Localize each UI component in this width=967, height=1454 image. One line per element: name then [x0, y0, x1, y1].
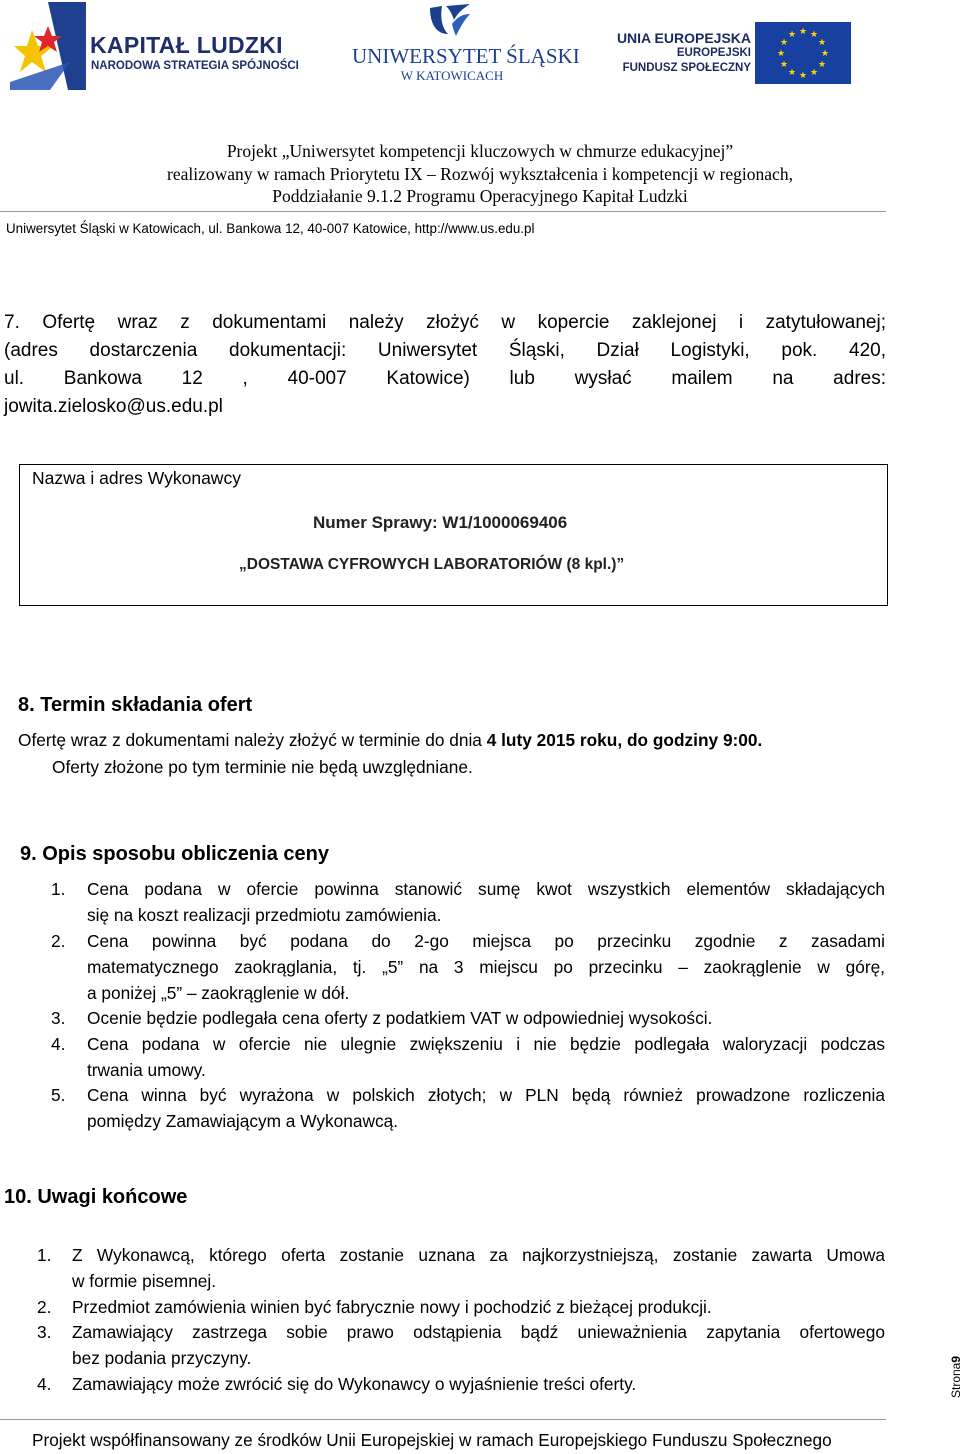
- list-item-text: [87, 928, 885, 1006]
- list-item-line: Cena podana w ofercie nie ulegnie zwiększeniu i nie będzie podlegała waloryzacji podczas: [87, 1033, 885, 1054]
- list-item-line: Cena powinna być podana do 2-go miejsca po przecinku zgodnie z zasadami: [87, 930, 885, 951]
- list-item-line: pomiędzy Zamawiającym a Wykonawcą.: [87, 1111, 399, 1132]
- list-item-text: [87, 1082, 885, 1134]
- list-item-line: a poniżej „5” – zaokrąglenie w dół.: [87, 982, 350, 1003]
- svg-text:★: ★: [820, 49, 830, 59]
- list-item: [37, 1371, 885, 1397]
- ue-line3: FUNDUSZ SPOŁECZNY: [622, 62, 751, 74]
- kapital-ludzki-title: KAPITAŁ LUDZKI: [90, 32, 283, 58]
- list-item: [51, 876, 885, 928]
- ue-logo: [616, 20, 855, 86]
- svg-text:★: ★: [798, 71, 808, 81]
- page-label: Strona: [949, 1362, 963, 1398]
- kapital-ludzki-logo: [6, 2, 306, 92]
- list-item: [37, 1294, 885, 1320]
- list-item: [51, 1005, 885, 1031]
- offer-box: [19, 464, 888, 606]
- section-7-line: 7. Ofertę wraz z dokumentami należy złożyć w kopercie zaklejonej i zatytułowanej;: [4, 312, 886, 333]
- list-item-line: matematycznego zaokrąglania, tj. „5” na 3 miejscu po przecinku – zaokrąglenie w górę,: [87, 956, 885, 977]
- university-address: Uniwersytet Śląski w Katowicach, ul. Bankowa 12, 40-007 Katowice, http://www.us.edu.pl: [6, 221, 535, 236]
- list-item-number: 1.: [37, 1245, 52, 1265]
- list-item-line: Zamawiający może zwrócić się do Wykonawcy o wyjaśnienie treści oferty.: [72, 1374, 637, 1394]
- list-item-line: Zamawiający zastrzega sobie prawo odstąpienia bądź unieważnienia zapytania ofertowego: [72, 1322, 885, 1343]
- page-indicator: [945, 1350, 967, 1400]
- list-item-number: 3.: [51, 1008, 66, 1028]
- list-item-line: trwania umowy.: [87, 1059, 206, 1080]
- list-item-text: [72, 1294, 885, 1320]
- deadline-date: 4 luty 2015 roku, do godziny 9:00.: [486, 730, 763, 750]
- list-item-text: [87, 1031, 885, 1083]
- us-emblem-icon: [424, 2, 474, 42]
- deadline-text: Ofertę wraz z dokumentami należy złożyć w terminie do dnia: [18, 730, 487, 750]
- list-item-number: 5.: [51, 1085, 66, 1106]
- list-item: [37, 1319, 885, 1371]
- list-item-text: [72, 1319, 885, 1371]
- list-item: [51, 1031, 885, 1083]
- offer-subject: „DOSTAWA CYFROWYCH LABORATORIÓW (8 kpl.)”: [239, 556, 625, 573]
- list-item-line: Cena podana w ofercie powinna stanowić sumę kwot wszystkich elementów składających: [87, 879, 885, 899]
- contact-email: jowita.zielosko@us.edu.pl: [4, 396, 223, 417]
- list-item-line: Cena winna być wyrażona w polskich złotych; w PLN będą również prowadzone rozliczenia: [87, 1085, 885, 1106]
- us-subtitle: W KATOWICACH: [400, 68, 504, 83]
- kapital-ludzki-emblem-icon: [10, 2, 86, 90]
- svg-text:★: ★: [817, 60, 827, 70]
- eu-flag-icon: [755, 22, 851, 84]
- project-header-line3: Poddziałanie 9.1.2 Programu Operacyjnego Kapitał Ludzki: [272, 186, 688, 206]
- list-item-number: 3.: [37, 1322, 52, 1343]
- section-8-heading: 8. Termin składania ofert: [18, 694, 253, 716]
- list-item: [51, 1082, 885, 1134]
- list-item-number: 4.: [51, 1033, 66, 1054]
- list-item-number: 2.: [37, 1296, 52, 1317]
- project-header-line2: realizowany w ramach Priorytetu IX – Rozwój wykształcenia i kompetencji w regionach,: [167, 164, 793, 184]
- contractor-label: Nazwa i adres Wykonawcy: [32, 468, 241, 488]
- list-item-number: 4.: [37, 1374, 52, 1394]
- us-title: UNIWERSYTET ŚLĄSKI: [352, 44, 580, 68]
- section-7-paragraph: [4, 309, 886, 421]
- case-number: Numer Sprawy: W1/1000069406: [313, 513, 568, 532]
- list-item-line: bez podania przyczyny.: [72, 1348, 252, 1369]
- uniwersytet-slaski-logo: [352, 0, 580, 90]
- header-divider: [0, 211, 886, 212]
- section-9-heading: 9. Opis sposobu obliczenia ceny: [20, 843, 329, 865]
- svg-text:★: ★: [809, 68, 819, 78]
- page-number: 9: [949, 1355, 963, 1363]
- footer-divider: [0, 1419, 886, 1420]
- ue-line2: EUROPEJSKI: [676, 47, 751, 59]
- svg-text:★: ★: [817, 38, 827, 48]
- list-item-line: się na koszt realizacji przedmiotu zamówienia.: [87, 905, 442, 925]
- footer-text: Projekt współfinansowany ze środków Unii Europejskiej w ramach Europejskiego Funduszu Społecznego: [32, 1430, 832, 1450]
- list-item-number: 1.: [51, 879, 66, 899]
- list-item-text: [72, 1371, 885, 1397]
- svg-text:★: ★: [779, 38, 789, 48]
- list-item-line: Z Wykonawcą, którego oferta zostanie uznana za najkorzystniejszą, zostanie zawarta Umowa: [72, 1245, 885, 1265]
- section-8-line: [18, 727, 888, 754]
- list-item: [51, 928, 885, 1005]
- list-item-number: 2.: [51, 930, 66, 951]
- project-header-line1: Projekt „Uniwersytet kompetencji kluczowych w chmurze edukacyjnej”: [226, 141, 734, 161]
- section-7-line: ul. Bankowa 12 , 40-007 Katowice) lub wysłać mailem na adres:: [4, 368, 886, 389]
- list-item-text: [87, 876, 885, 928]
- svg-text:★: ★: [809, 30, 819, 40]
- svg-text:★: ★: [779, 60, 789, 70]
- list-item-line: w formie pisemnej.: [72, 1271, 217, 1291]
- list-item-text: [72, 1242, 885, 1294]
- ue-line1: UNIA EUROPEJSKA: [616, 30, 751, 46]
- list-item: [37, 1242, 885, 1294]
- svg-text:★: ★: [787, 30, 797, 40]
- section-8-paragraph: [18, 727, 888, 781]
- section-8-note: Oferty złożone po tym terminie nie będą uwzględniane.: [52, 757, 473, 777]
- section-10-heading: 10. Uwagi końcowe: [4, 1186, 188, 1208]
- svg-text:★: ★: [798, 27, 808, 37]
- list-item-line: Przedmiot zamówienia winien być fabrycznie nowy i pochodzić z bieżącej produkcji.: [72, 1296, 712, 1317]
- list-item-text: [87, 1005, 885, 1031]
- section-7-line: (adres dostarczenia dokumentacji: Uniwersytet Śląski, Dział Logistyki, pok. 420,: [4, 340, 886, 361]
- svg-text:★: ★: [787, 68, 797, 78]
- kapital-ludzki-subtitle: NARODOWA STRATEGIA SPÓJNOŚCI: [91, 60, 299, 72]
- list-item-line: Ocenie będzie podlegała cena oferty z podatkiem VAT w odpowiedniej wysokości.: [87, 1008, 713, 1028]
- svg-text:★: ★: [776, 49, 786, 59]
